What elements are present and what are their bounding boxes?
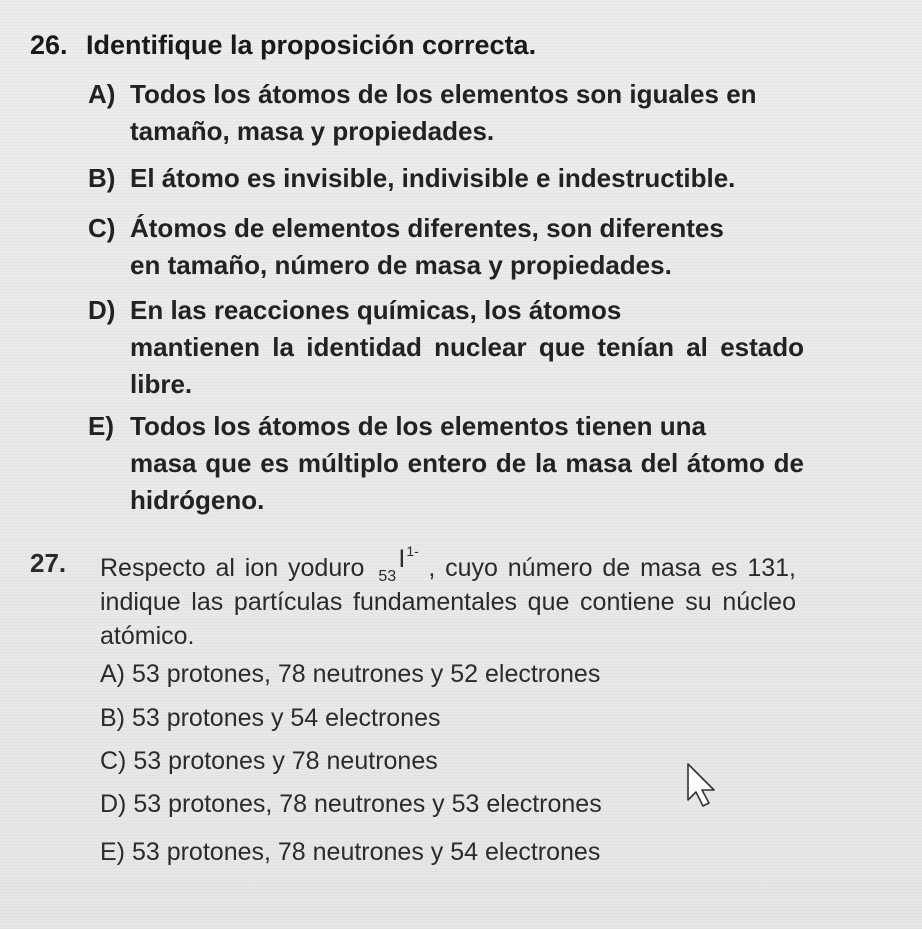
question-27-number: 27. (30, 548, 67, 578)
option-letter: B) (88, 163, 116, 193)
option-text-rest: tamaño, masa y propiedades. (130, 116, 495, 146)
q27-option-e[interactable] (100, 838, 600, 867)
option-text: 53 protones, 78 neutrones y 54 electrones (131, 838, 601, 866)
element-symbol: I (398, 545, 406, 573)
q26-option-e[interactable] (88, 408, 804, 519)
option-text-line1: Átomos de elementos diferentes, son diferentes (130, 213, 724, 243)
option-text-rest: en tamaño, número de masa y propiedades. (130, 250, 672, 280)
q27-option-c[interactable] (100, 747, 438, 776)
atomic-number: 53 (378, 568, 397, 585)
option-text-line1: El átomo es invisible, indivisible e indestructible. (130, 163, 736, 193)
q26-option-a[interactable] (88, 76, 804, 150)
option-letter: E) (88, 411, 114, 441)
option-text: 53 protones y 78 neutrones (133, 747, 438, 775)
option-text-rest: mantienen la identidad nuclear que tenían al estado libre. (130, 332, 804, 399)
option-letter: D) (100, 790, 127, 818)
option-text: 53 protones y 54 electrones (131, 704, 441, 732)
question-27-stem (100, 543, 796, 653)
question-26-title: Identifique la proposición correcta. (86, 30, 537, 60)
option-letter: C) (100, 747, 127, 775)
option-letter: B) (100, 704, 125, 732)
q26-option-d[interactable] (88, 292, 804, 403)
iodide-ion-notation (374, 543, 428, 585)
q26-option-c[interactable] (88, 210, 804, 284)
option-letter: E) (100, 838, 125, 866)
stem-after: , cuyo número de masa es 131, indique las partículas fundamentales que contiene su núcleo atómico. (100, 554, 796, 650)
option-text-line1: Todos los átomos de los elementos son iguales en (130, 79, 757, 109)
option-letter: C) (88, 213, 116, 243)
option-text: 53 protones, 78 neutrones y 53 electrones (133, 790, 602, 818)
q27-option-d[interactable] (100, 790, 602, 819)
option-text-line1: En las reacciones químicas, los átomos (130, 295, 622, 325)
question-26-number: 26. (30, 30, 68, 60)
stem-before: Respecto al ion yoduro (100, 554, 365, 582)
option-text-line1: Todos los átomos de los elementos tienen una (130, 411, 706, 441)
option-text-rest: masa que es múltiplo entero de la masa del átomo de hidrógeno. (130, 448, 804, 515)
ion-charge: 1- (406, 543, 419, 559)
option-letter: D) (88, 295, 116, 325)
option-letter: A) (88, 79, 116, 109)
q27-option-b[interactable] (100, 704, 441, 733)
mouse-cursor-icon (684, 762, 724, 812)
q26-option-b[interactable] (88, 160, 804, 197)
option-text: 53 protones, 78 neutrones y 52 electrones (131, 660, 601, 688)
q27-option-a[interactable] (100, 660, 600, 689)
option-letter: A) (100, 660, 125, 688)
